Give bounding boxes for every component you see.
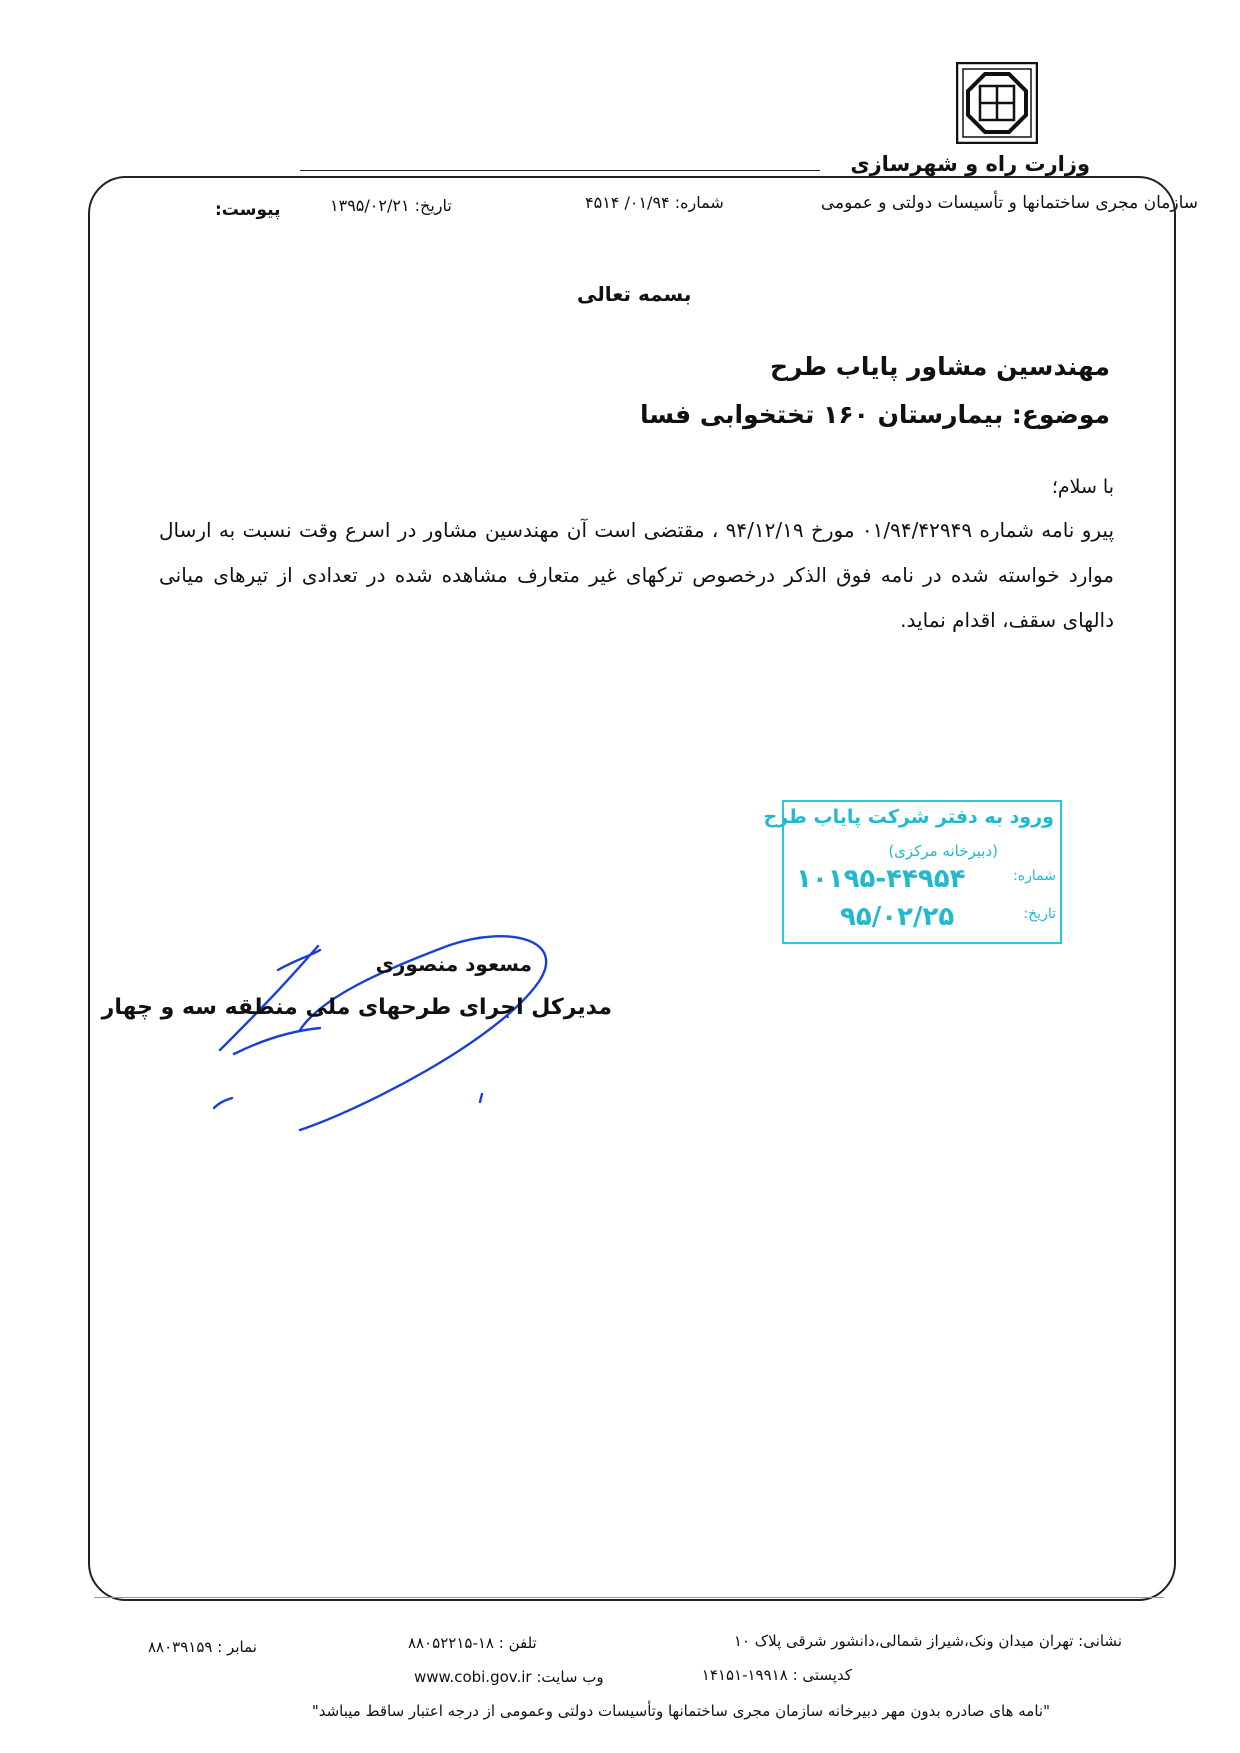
- letter-date: تاریخ: ۱۳۹۵/۰۲/۲۱: [330, 196, 452, 215]
- attachment-label: پیوست:: [215, 200, 281, 220]
- footer-divider: [94, 1597, 1164, 1598]
- signer-title: مدیرکل اجرای طرحهای ملی منطقه سه و چهار: [101, 995, 612, 1020]
- signer-name: مسعود منصوری: [375, 952, 532, 976]
- subject: موضوع: بیمارستان ۱۶۰ تختخوابی فسا: [639, 400, 1110, 429]
- greeting: با سلام؛: [1051, 476, 1114, 498]
- recipient: مهندسین مشاور پایاب طرح: [769, 352, 1110, 381]
- stamp-number: ۱۰۱۹۵-۴۴۹۵۴: [796, 864, 966, 894]
- footer-validity-notice: "نامه های صادره بدون مهر دبیرخانه سازمان مجری ساختمانها وتأسیسات دولتی وعمومی از درجه اعتبار ساقط میباشد": [311, 1702, 1050, 1720]
- footer-address: نشانی: تهران میدان ونک،شیراز شمالی،دانشور شرقی پلاک ۱۰: [733, 1632, 1122, 1650]
- letter-body: پیرو نامه شماره ۰۱/۹۴/۴۲۹۴۹ مورخ ۹۴/۱۲/۱۹ ، مقتضی است آن مهندسین مشاور در اسرع وقت نسبت به ارسال موارد خواسته شده در نامه فوق الذکر درخصوص ترکهای غیر متعارف مشاهده شده در تعدادی از تیرهای میانی دالهای سقف، اقدام نماید.: [159, 518, 1115, 632]
- footer-phone: تلفن : ۱۸-۸۸۰۵۲۲۱۵: [408, 1634, 537, 1652]
- ministry-logo: [956, 62, 1038, 144]
- stamp-date: ۹۵/۰۲/۲۵: [840, 902, 955, 932]
- header-divider: [300, 170, 820, 171]
- organization-name: سازمان مجری ساختمانها و تأسیسات دولتی و عمومی: [820, 193, 1198, 213]
- stamp-number-label: شماره:: [1013, 868, 1056, 884]
- basmala: بسمه تعالی: [577, 282, 692, 306]
- footer-fax: نمابر : ۸۸۰۳۹۱۵۹: [148, 1638, 257, 1656]
- footer-website[interactable]: وب سایت: www.cobi.gov.ir: [414, 1668, 604, 1686]
- footer-postal-code: کدپستی : ۱۹۹۱۸-۱۴۱۵۱: [701, 1666, 852, 1684]
- received-stamp: [763, 800, 1062, 944]
- stamp-subtitle: (دبیرخانه مرکزی): [888, 842, 998, 860]
- letter-number: شماره: ۰۱/۹۴/ ۴۵۱۴: [585, 193, 724, 212]
- stamp-title: ورود به دفتر شرکت پایاب طرح: [763, 806, 1054, 828]
- stamp-date-label: تاریخ:: [1023, 906, 1056, 922]
- ministry-name: وزارت راه و شهرسازی: [850, 152, 1090, 176]
